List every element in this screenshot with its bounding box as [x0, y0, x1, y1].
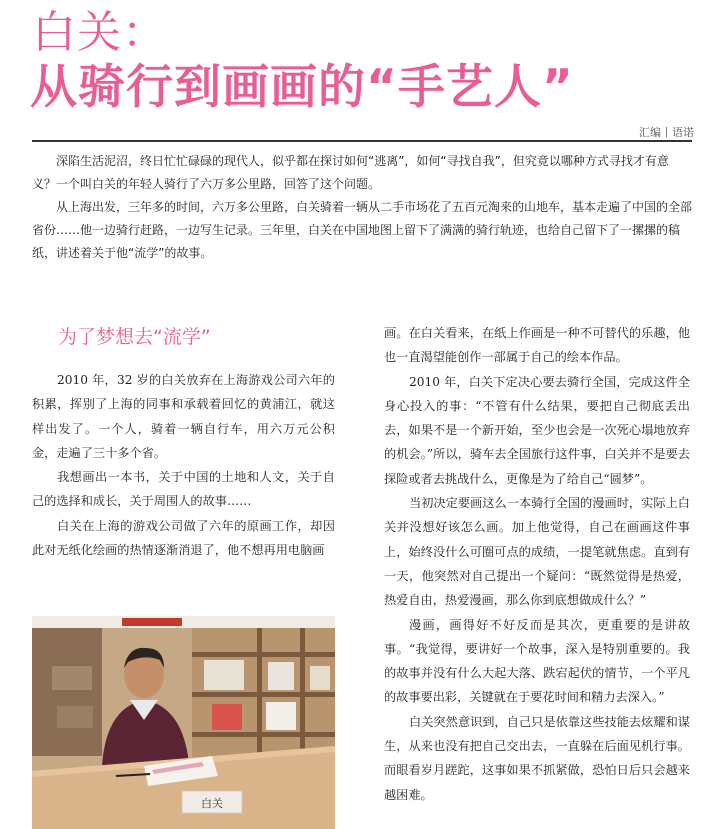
left-paragraph-1: 2010 年，32 岁的白关放弃在上海游戏公司六年的积累，挥别了上海的同事和承载着回忆的黄浦江，就这样出发了。一个人，骑着一辆自行车，用六万元公积金，走遍了三十多个省。 — [32, 373, 335, 460]
artist-photo-illustration — [32, 616, 335, 829]
intro-paragraph-1: 深陷生活泥沼，终日忙忙碌碌的现代人，似乎都在探讨如何“逃离”，如何“寻找自我”，但究竟以哪种方式寻找才有意义？一个叫白关的年轻人骑行了六万多公里路，回答了这个问题。 — [32, 154, 669, 191]
left-paragraph-2: 我想画出一本书，关于中国的土地和人文，关于自己的选择和成长，关于周围人的故事…… — [32, 470, 335, 509]
title-line-2: 从骑行到画画的“手艺人” — [30, 60, 574, 115]
right-paragraph-1: 画。在白关看来，在纸上作画是一种不可替代的乐趣，他也一直渴望能创作一部属于自己的绘本作品。 — [384, 326, 690, 365]
intro-paragraph-2: 从上海出发，三年多的时间，六万多公里路，白关骑着一辆从二手市场花了五百元淘来的山地车，基本走遍了中国的全部省份……他一边骑行赶路，一边写生记录。三年里，白关在中国地图上留下了满满的骑行轨迹，也给自己留下了一摞摞的稿纸，讲述着关于他“流学”的故事。 — [32, 200, 693, 260]
section-heading: 为了梦想去“流学” — [58, 326, 211, 348]
intro-block — [32, 150, 692, 265]
right-column — [384, 321, 690, 807]
title-line-1: 白关： — [32, 7, 167, 58]
left-column — [32, 368, 335, 562]
right-paragraph-4: 漫画，画得好不好反而是其次，更重要的是讲故事。“我觉得，要讲好一个故事，深入是特别重要的。我的故事并没有什么大起大落、跌宕起伏的情节，一个平凡的故事要出彩，关键就在于要花时间和精力去深入。” — [384, 617, 690, 705]
photo-nameplate: 白关 — [201, 797, 223, 810]
right-paragraph-5: 白关突然意识到，自己只是依靠这些技能去炫耀和谋生，从来也没有把自己交出去，一直躲在后面见机行事。而眼看岁月蹉跎，这事如果不抓紧做，恐怕日后只会越来越困难。 — [384, 714, 690, 802]
header-divider — [32, 140, 692, 142]
right-paragraph-2: 2010 年，白关下定决心要去骑行全国，完成这件全身心投入的事：“不管有什么结果，要把自己彻底丢出去，如果不是一个新开始，至少也会是一次死心塌地放弃的机会。”所以，骑车去全国旅行这件事，白关并不是要去探险或者去挑战什么，更像是为了给自己“圆梦”。 — [384, 374, 690, 486]
editor-credit: 汇编丨语诺 — [639, 126, 694, 139]
left-paragraph-3: 白关在上海的游戏公司做了六年的原画工作，却因此对无纸化绘画的热情逐渐消退了，他不想再用电脑画 — [32, 518, 335, 558]
right-paragraph-3: 当初决定要画这么一本骑行全国的漫画时，实际上白关并没想好该怎么画。加上他觉得，自己在画画这件事上，始终没什么可圈可点的成绩，一提笔就焦虑。直到有一天，他突然对自己提出一个疑问：“既然觉得是热爱，热爱自由，热爱漫画，那么你到底想做成什么？” — [384, 496, 690, 608]
artist-photo — [32, 616, 335, 829]
